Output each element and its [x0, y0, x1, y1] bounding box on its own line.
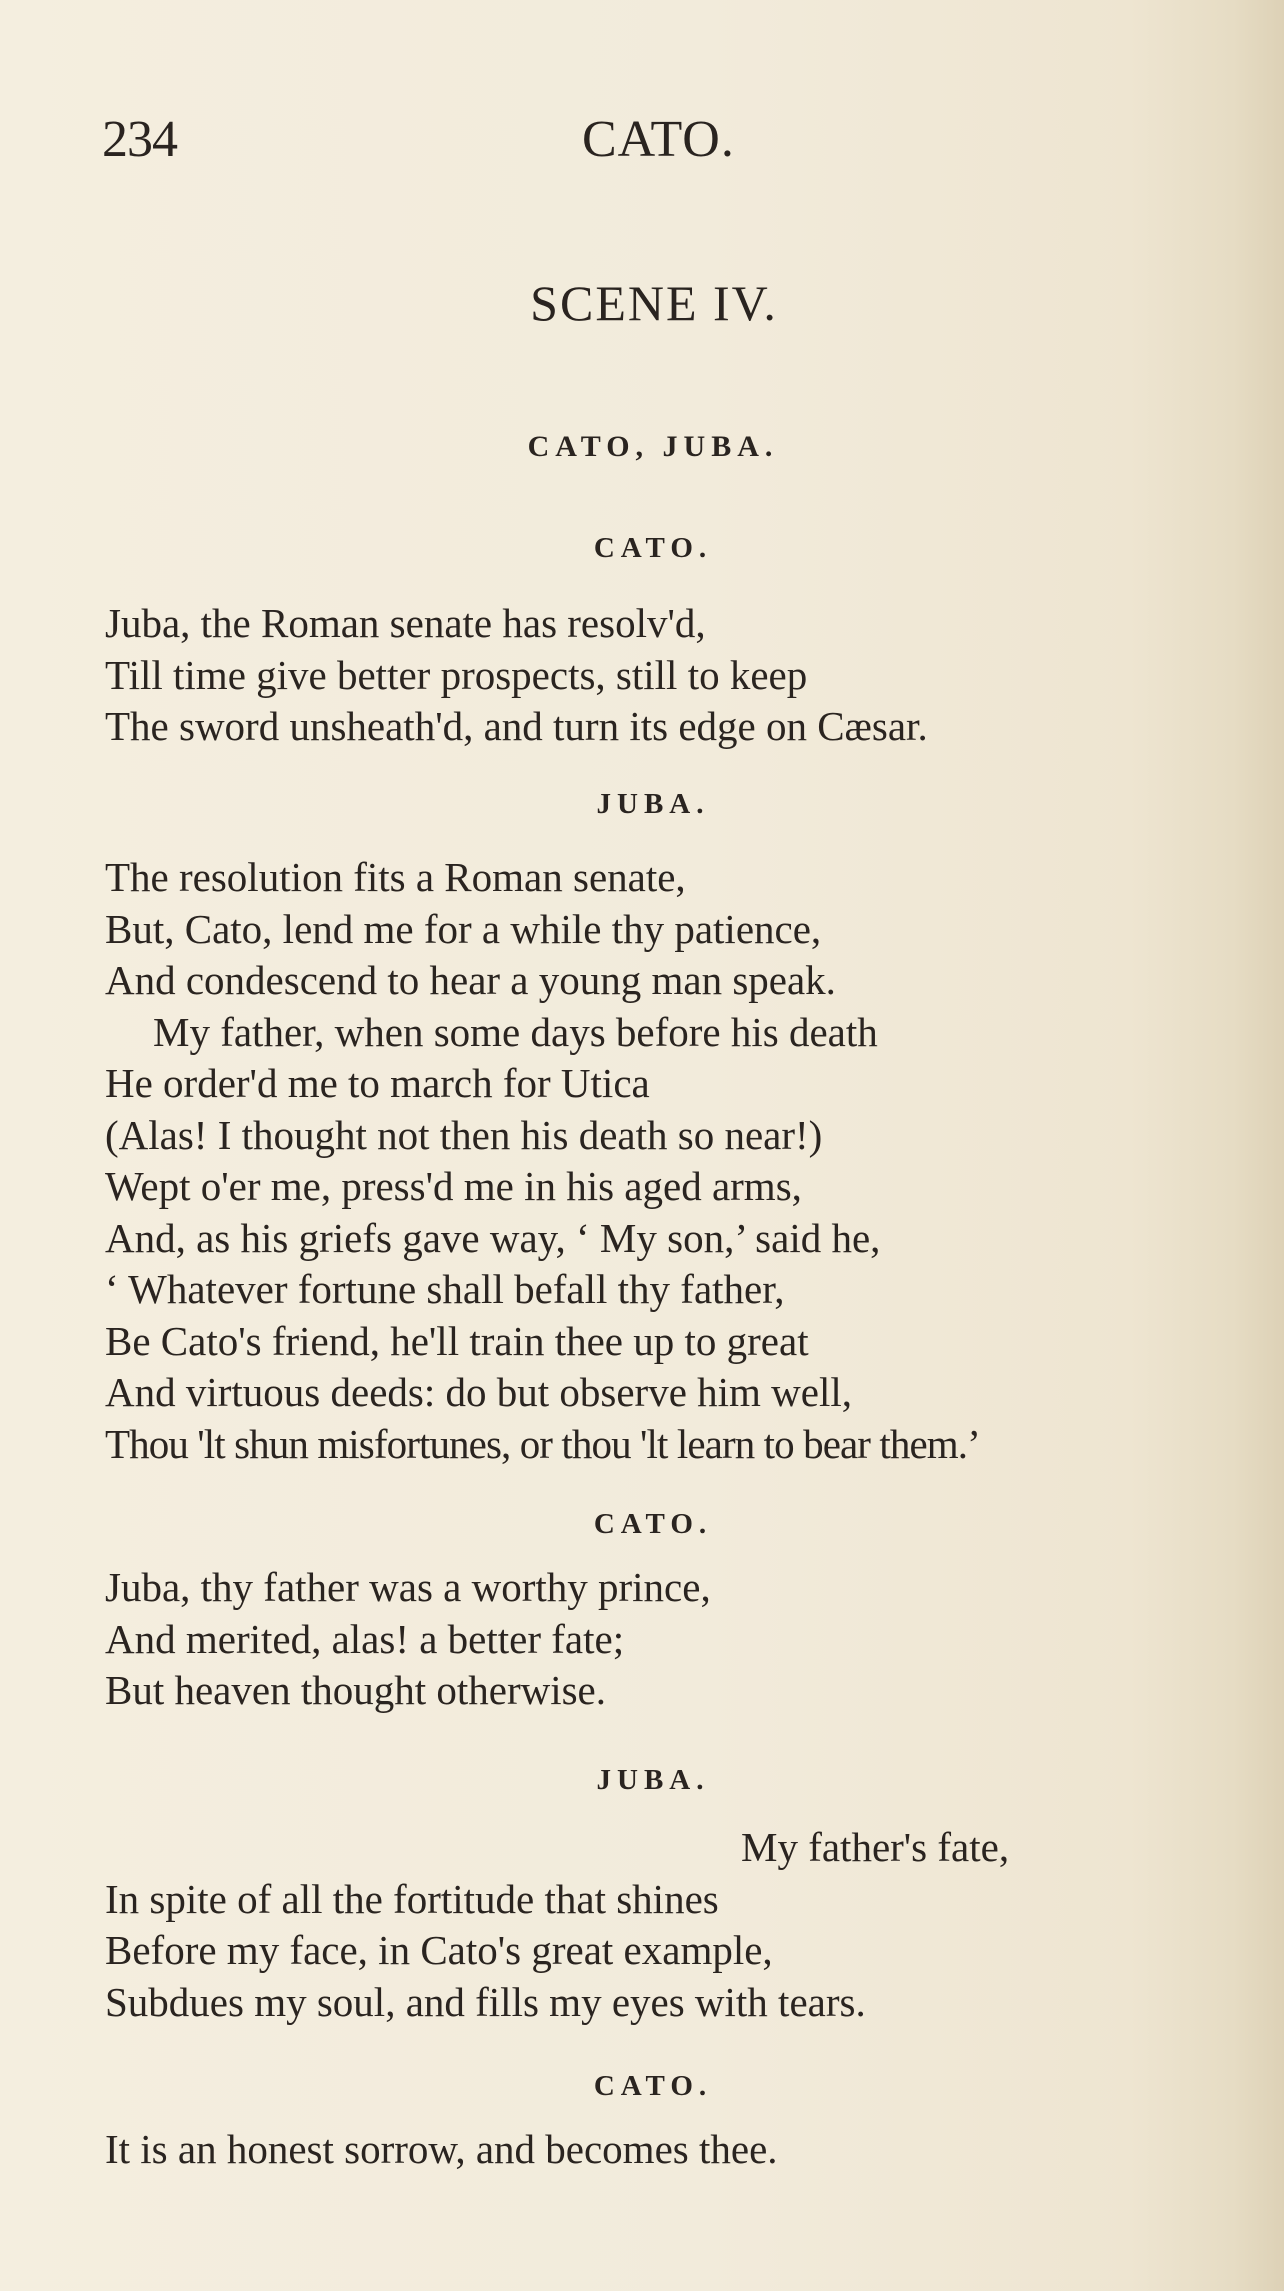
verse-line: But, Cato, lend me for a while thy patience, — [105, 905, 822, 952]
verse-line: Subdues my soul, and fills my eyes with tears. — [105, 1978, 866, 2025]
speaker-label: CATO. — [593, 2070, 713, 2102]
speech-block — [105, 2124, 1255, 2176]
speech-block — [105, 1562, 1255, 1717]
verse-line: ‘ Whatever fortune shall befall thy father, — [105, 1266, 785, 1312]
verse-line: In spite of all the fortitude that shines — [105, 1875, 719, 1922]
verse-line: He order'd me to march for Utica — [105, 1060, 650, 1106]
speaker-label: JUBA. — [596, 788, 710, 820]
verse-line: Before my face, in Cato's great example, — [105, 1927, 773, 1973]
dramatis-personae: CATO, JUBA. — [527, 430, 779, 463]
verse-line: And, as his griefs gave way, ‘ My son,’ said he, — [105, 1214, 881, 1261]
verse-line: The sword unsheath'd, and turn its edge on Cæsar. — [105, 703, 928, 749]
verse-line: But heaven thought otherwise. — [105, 1667, 607, 1713]
verse-line: Wept o'er me, press'd me in his aged arms, — [105, 1163, 802, 1209]
verse-line: And condescend to hear a young man speak. — [105, 957, 836, 1003]
verse-line: The resolution fits a Roman senate, — [105, 854, 686, 900]
verse-line: And merited, alas! a better fate; — [105, 1615, 625, 1662]
verse-line: My father's fate, — [741, 1824, 1010, 1870]
speech-block — [105, 598, 1255, 753]
speaker-label: JUBA. — [596, 1764, 710, 1796]
page-number: 234 — [102, 111, 177, 168]
verse-line: It is an honest sorrow, and becomes thee. — [105, 2126, 778, 2172]
running-title: CATO. — [582, 111, 735, 168]
verse-line: My father, when some days before his death — [153, 1008, 878, 1055]
speaker-label: CATO. — [593, 532, 713, 564]
speaker-label: CATO. — [593, 1508, 713, 1540]
speech-block — [105, 1822, 1255, 2028]
verse-line: (Alas! I thought not then his death so near!) — [105, 1111, 823, 1158]
verse-line: Till time give better prospects, still to keep — [105, 651, 808, 698]
scene-heading: SCENE IV. — [530, 275, 778, 331]
verse-line: And virtuous deeds: do but observe him well, — [105, 1369, 853, 1415]
verse-line: Be Cato's friend, he'll train thee up to great — [105, 1317, 809, 1364]
speech-block — [105, 852, 1255, 1470]
verse-line: Juba, thy father was a worthy prince, — [105, 1564, 711, 1610]
verse-line: Thou 'lt shun misfortunes, or thou 'lt learn to bear them.’ — [105, 1420, 980, 1467]
verse-line: Juba, the Roman senate has resolv'd, — [105, 600, 706, 646]
